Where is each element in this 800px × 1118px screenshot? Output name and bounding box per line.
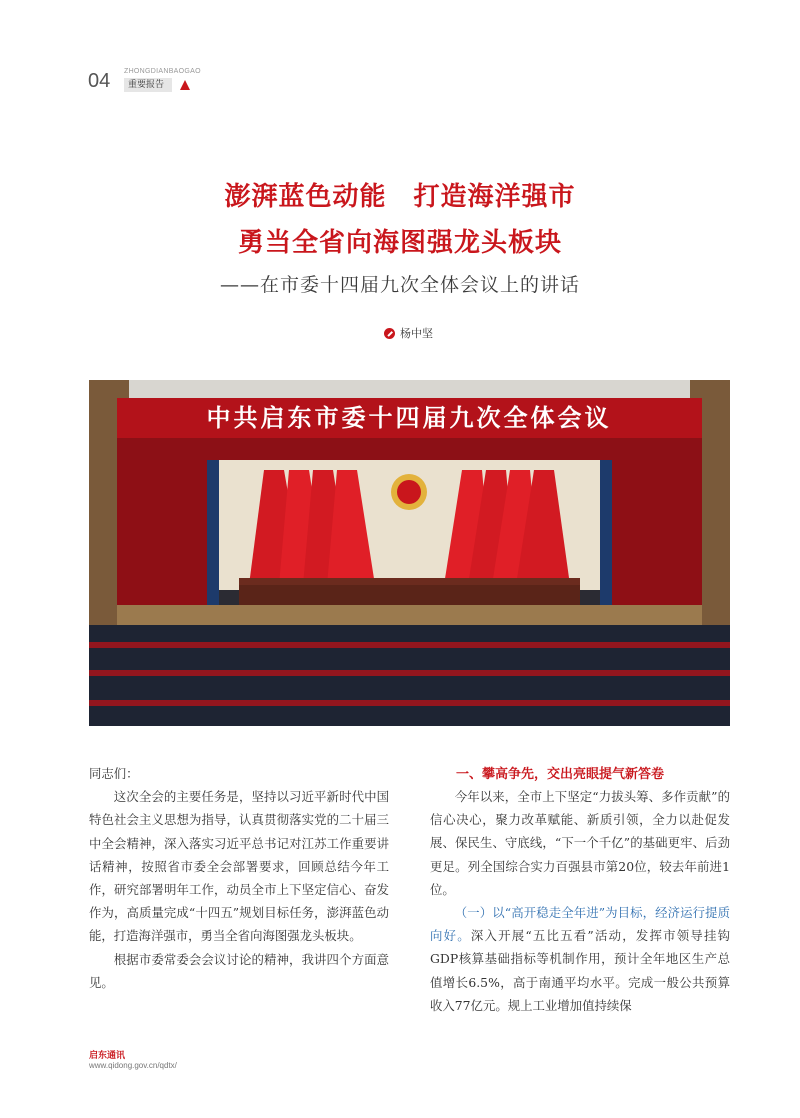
meeting-hall-illustration	[89, 380, 730, 726]
pen-icon	[384, 328, 395, 339]
article-title-line-2: 勇当全省向海图强龙头板块	[237, 228, 562, 258]
left-column	[89, 762, 389, 994]
article-subtitle: ——在市委十四届九次全体会议上的讲话	[219, 274, 580, 296]
footer-url: www.qidong.gov.cn/qdtx/	[89, 1061, 177, 1070]
subsection-heading: （一）以“高开稳走全年进”为目标，经济运行提质向好。	[430, 905, 730, 944]
section-triangle-icon	[180, 80, 190, 90]
section-label: 重要报告	[124, 78, 172, 92]
section-label-pinyin: ZHONGDIANBAOGAO	[124, 68, 201, 75]
author-name: 杨中坚	[400, 328, 433, 340]
body-paragraph: 今年以来，全市上下坚定“力拔头筹、多作贡献”的信心决心，聚力改革赋能、新质引领，全力以赴促发展、保民生、守底线，“下一个千亿”的基础更牢、后劲更足。列全国综合实力百强县市第20位，较去年前进1位。	[430, 789, 730, 897]
body-paragraph-with-subheading	[430, 901, 730, 1017]
article-title-line-1: 澎湃蓝色动能 打造海洋强市	[224, 182, 576, 212]
footer-brand: 启东通讯	[89, 1050, 126, 1060]
author-byline	[384, 325, 433, 341]
subsection-text: 深入开展“五比五看”活动，发挥市领导挂钩GDP核算基础指标等机制作用，预计全年地区生产总值增长6.5%，高于南通平均水平。完成一般公共预算收入77亿元。规上工业增加值持续保	[430, 928, 731, 1013]
greeting: 同志们：	[89, 766, 139, 781]
right-column	[430, 762, 730, 1017]
body-paragraph: 根据市委常委会会议讨论的精神，我讲四个方面意见。	[89, 951, 389, 990]
meeting-photo	[89, 380, 730, 726]
page-number: 04	[88, 70, 111, 92]
body-paragraph: 这次全会的主要任务是，坚持以习近平新时代中国特色社会主义思想为指导，认真贯彻落实党的二十届三中全会精神，深入落实习近平总书记对江苏工作重要讲话精神，按照省市委全会部署要求，回顾总结今年工作，研究部署明年工作，动员全市上下坚定信心、奋发作为，高质量完成“十四五”规划目标任务，澎湃蓝色动能，打造海洋强市，勇当全省向海图强龙头板块。	[89, 789, 389, 944]
banner-text: 中共启东市委十四届九次全体会议	[206, 403, 612, 432]
section-heading: 一、攀高争先，交出亮眼提气新答卷	[456, 766, 665, 781]
